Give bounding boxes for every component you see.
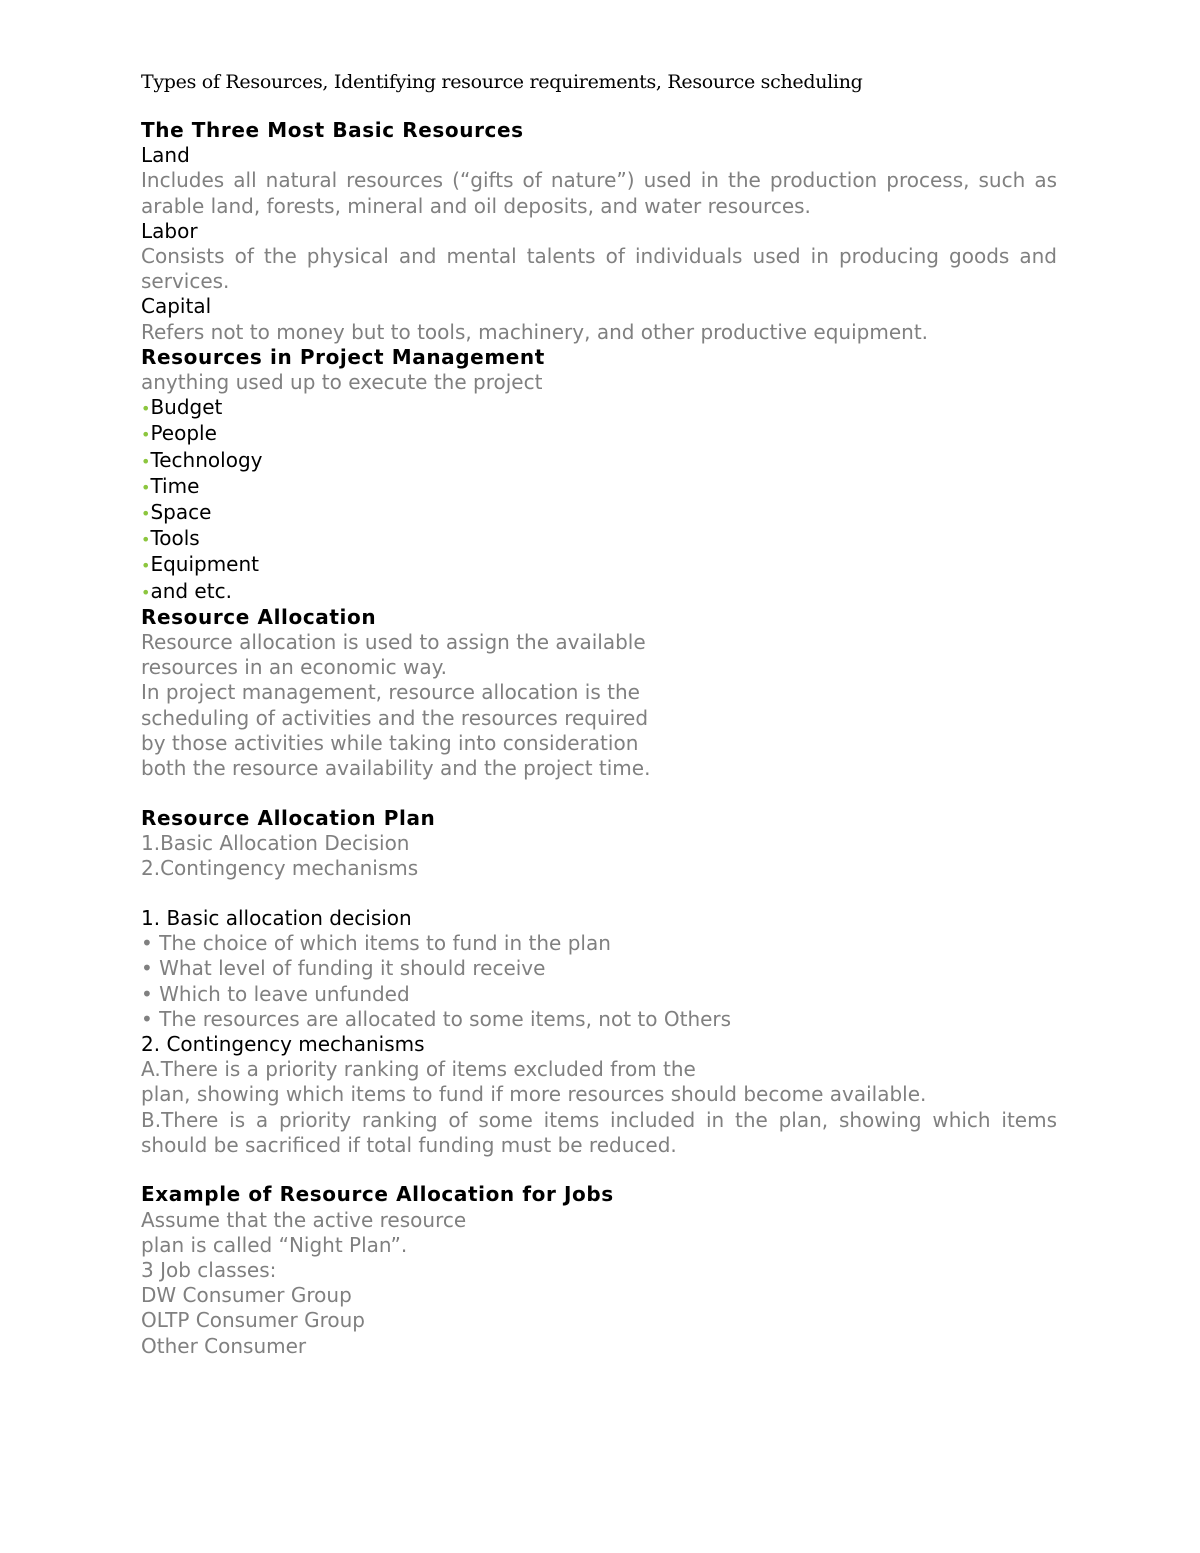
bullet-icon: • bbox=[141, 931, 153, 956]
text-line: plan is called “Night Plan”. bbox=[141, 1232, 408, 1257]
paragraph-resource-allocation bbox=[141, 630, 1057, 781]
subheading-capital: Capital bbox=[141, 294, 212, 319]
list-item-label: Which to leave unfunded bbox=[159, 981, 410, 1006]
bullet-icon: • bbox=[141, 956, 153, 981]
list-item bbox=[141, 395, 1057, 421]
list-item bbox=[141, 1007, 1057, 1032]
subheading-contingency: 2. Contingency mechanisms bbox=[141, 1031, 425, 1056]
bullet-icon: • bbox=[141, 1006, 153, 1031]
text-line: both the resource availability and the project time. bbox=[141, 756, 651, 781]
list-item bbox=[141, 500, 1057, 526]
bullet-icon: • bbox=[141, 981, 153, 1006]
document-page bbox=[141, 68, 1057, 1359]
text-line: Other Consumer bbox=[141, 1333, 307, 1358]
list-item bbox=[141, 956, 1057, 981]
list-item-label: Tools bbox=[150, 526, 200, 551]
list-item bbox=[141, 421, 1057, 447]
heading-resource-allocation: Resource Allocation bbox=[141, 604, 377, 629]
paragraph-contingency-b: B.There is a priority ranking of some items included in the plan, showing which items should be sacrificed if total funding must be reduced. bbox=[141, 1107, 1057, 1157]
list-item-label: and etc. bbox=[150, 578, 232, 603]
list-item bbox=[141, 552, 1057, 578]
pm-resource-list bbox=[141, 395, 1057, 605]
bullet-icon: • bbox=[141, 451, 151, 471]
bullet-icon: • bbox=[141, 477, 151, 497]
text-line: DW Consumer Group bbox=[141, 1283, 352, 1308]
paragraph-labor: Consists of the physical and mental talents of individuals used in producing goods and services. bbox=[141, 244, 1057, 294]
list-item bbox=[141, 474, 1057, 500]
list-item-label: Technology bbox=[150, 447, 263, 472]
list-item bbox=[141, 526, 1057, 552]
text-line: OLTP Consumer Group bbox=[141, 1308, 365, 1333]
text-line: by those activities while taking into consideration bbox=[141, 730, 639, 755]
list-item-label: Equipment bbox=[150, 552, 260, 577]
page-header: Types of Resources, Identifying resource requirements, Resource scheduling bbox=[141, 71, 863, 93]
text-line: scheduling of activities and the resources required bbox=[141, 705, 649, 730]
list-item-label: People bbox=[150, 421, 217, 446]
list-item-label: Budget bbox=[150, 395, 223, 420]
list-item-label: The choice of which items to fund in the plan bbox=[159, 931, 611, 956]
paragraph-example bbox=[141, 1208, 1057, 1359]
bullet-icon: • bbox=[141, 425, 151, 445]
text-line: resources in an economic way. bbox=[141, 655, 447, 680]
basic-decision-list bbox=[141, 931, 1057, 1032]
list-item-label: The resources are allocated to some items, not to Others bbox=[159, 1006, 732, 1031]
subheading-basic-decision: 1. Basic allocation decision bbox=[141, 905, 412, 930]
spacer bbox=[141, 781, 1057, 806]
list-item bbox=[141, 448, 1057, 474]
list-item bbox=[141, 931, 1057, 956]
subheading-land: Land bbox=[141, 143, 190, 168]
list-item bbox=[141, 982, 1057, 1007]
paragraph-pm-intro: anything used up to execute the project bbox=[141, 370, 543, 395]
heading-basic-resources: The Three Most Basic Resources bbox=[141, 118, 524, 142]
heading-allocation-plan: Resource Allocation Plan bbox=[141, 805, 436, 830]
list-item: 2.Contingency mechanisms bbox=[141, 856, 419, 881]
spacer bbox=[141, 1158, 1057, 1183]
list-item-label: Space bbox=[150, 500, 212, 525]
list-item-label: Time bbox=[150, 473, 200, 498]
list-item: 1.Basic Allocation Decision bbox=[141, 830, 410, 855]
spacer bbox=[141, 881, 1057, 906]
paragraph-contingency-a-line2: plan, showing which items to fund if more resources should become available. bbox=[141, 1082, 927, 1107]
paragraph-capital: Refers not to money but to tools, machinery, and other productive equipment. bbox=[141, 319, 929, 344]
text-line: 3 Job classes: bbox=[141, 1258, 277, 1283]
heading-project-management: Resources in Project Management bbox=[141, 344, 545, 369]
bullet-icon: • bbox=[141, 504, 151, 524]
bullet-icon: • bbox=[141, 556, 151, 576]
list-item-label: What level of funding it should receive bbox=[159, 956, 546, 981]
subheading-labor: Labor bbox=[141, 218, 198, 243]
text-line: Assume that the active resource bbox=[141, 1207, 467, 1232]
heading-example: Example of Resource Allocation for Jobs bbox=[141, 1182, 614, 1207]
bullet-icon: • bbox=[141, 399, 151, 419]
text-line: In project management, resource allocation is the bbox=[141, 680, 640, 705]
list-item bbox=[141, 579, 1057, 605]
paragraph-contingency-a-line1: A.There is a priority ranking of items excluded from the bbox=[141, 1057, 696, 1082]
text-line: Resource allocation is used to assign the available bbox=[141, 630, 646, 655]
bullet-icon: • bbox=[141, 582, 151, 602]
bullet-icon: • bbox=[141, 530, 151, 550]
paragraph-land: Includes all natural resources (“gifts of nature”) used in the production process, such as arable land, forests, mineral and oil deposits, and water resources. bbox=[141, 168, 1057, 218]
